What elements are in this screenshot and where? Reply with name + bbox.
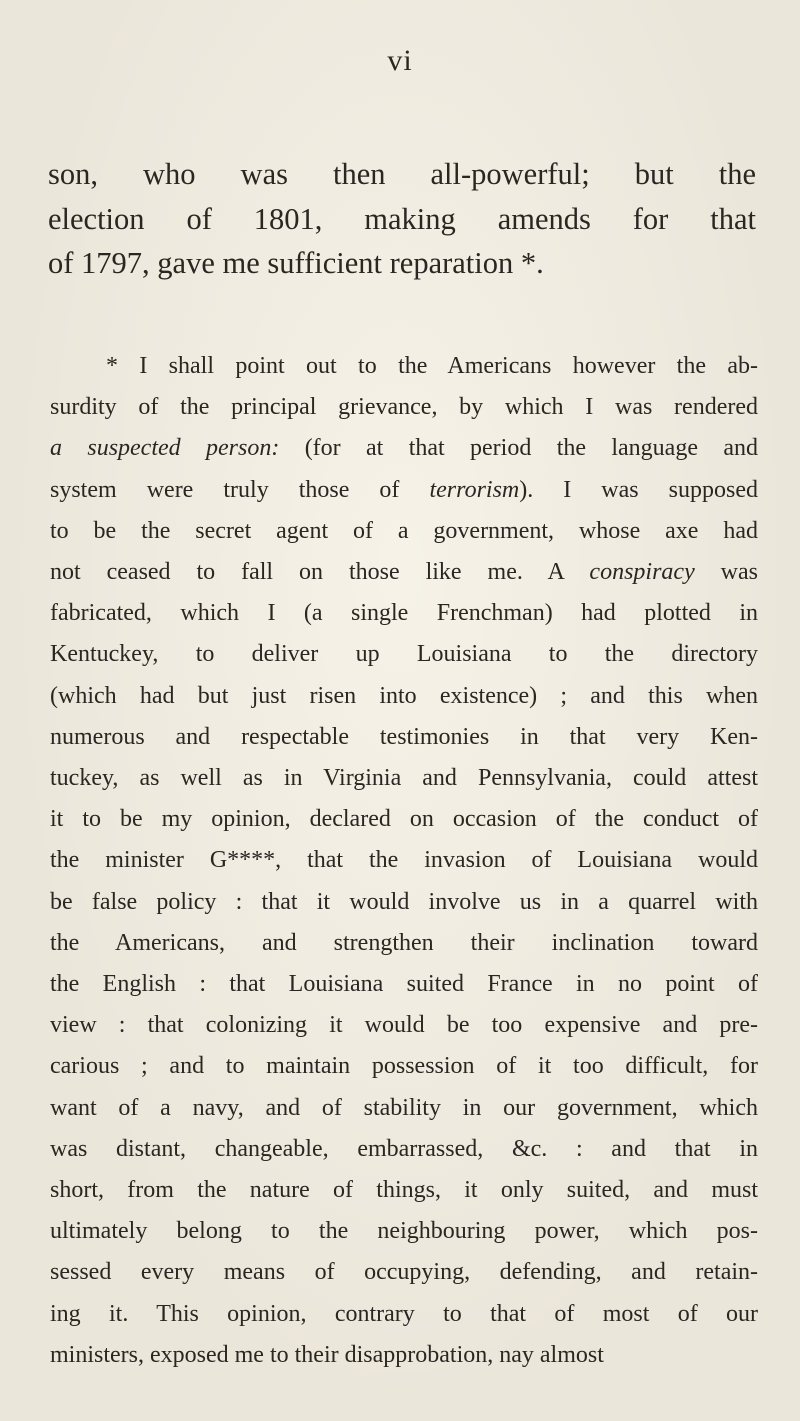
footnote-line — [50, 1005, 758, 1046]
footnote-line — [50, 1335, 758, 1376]
footnote-line — [50, 470, 758, 511]
footnote-text: ultimately belong to the neighbouring power, which pos- — [50, 1218, 758, 1245]
footnote-line — [50, 923, 758, 964]
footnote-line — [50, 676, 758, 717]
footnote-line — [50, 1088, 758, 1129]
footnote-line — [50, 840, 758, 881]
footnote-line — [50, 387, 758, 428]
footnote-text: short, from the nature of things, it only suited, and must — [50, 1177, 758, 1204]
footnote-italic-text: conspiracy — [589, 559, 695, 586]
footnote-text: ing it. This opinion, contrary to that of most of our — [50, 1300, 758, 1327]
footnote-line — [50, 428, 758, 469]
footnote-text: (for at that period the language and — [279, 435, 758, 462]
footnote-italic-text: terrorism — [429, 476, 520, 503]
main-text-line: election of 1801, making amends for that — [48, 201, 756, 236]
main-text-line: son, who was then all-powerful; but the — [48, 157, 756, 191]
footnote-text: the English : that Louisiana suited France in no point of — [50, 971, 758, 998]
footnote-text: surdity of the principal grievance, by which I was rendered — [50, 394, 758, 421]
footnote-line — [50, 799, 758, 840]
footnote-italic-text: a suspected person: — [50, 435, 280, 462]
footnote-text: (which had but just risen into existence) ; and this when — [50, 682, 758, 709]
page-number: vi — [387, 44, 413, 77]
footnote-text: * I shall point out to the Americans however the ab- — [106, 353, 758, 379]
footnote-line — [50, 1252, 758, 1293]
footnote-text: not ceased to fall on those like me. A — [50, 559, 590, 586]
footnote-line — [50, 758, 758, 799]
footnote-line — [50, 511, 758, 552]
footnote-line — [50, 552, 758, 593]
footnote-line — [50, 1046, 758, 1087]
footnote-text: sessed every means of occupying, defending, and retain- — [50, 1259, 758, 1286]
footnote-line — [50, 717, 758, 758]
footnote-text: the Americans, and strengthen their inclination toward — [50, 929, 758, 956]
footnote-text: it to be my opinion, declared on occasion of the conduct of — [50, 806, 758, 833]
footnote-line — [50, 964, 758, 1005]
footnote-text: the minister G****, that the invasion of Louisiana would — [50, 847, 758, 874]
footnote-line — [50, 1129, 758, 1170]
footnote-text: view : that colonizing it would be too expensive and pre- — [50, 1012, 758, 1039]
footnote-line — [50, 593, 758, 634]
footnote-line — [50, 1170, 758, 1211]
footnote-text: was — [694, 559, 759, 586]
footnote-text: want of a navy, and of stability in our government, which — [50, 1094, 758, 1121]
footnote-line — [50, 346, 758, 387]
footnote-line — [50, 1211, 758, 1252]
footnote-line — [50, 1294, 758, 1335]
footnote-text: tuckey, as well as in Virginia and Pennsylvania, could attest — [50, 765, 758, 792]
footnote-text: system were truly those of — [50, 476, 430, 503]
footnote-text: be false policy : that it would involve us in a quarrel with — [50, 888, 758, 915]
main-text-line: of 1797, gave me sufficient reparation *. — [48, 246, 544, 280]
footnote-text: numerous and respectable testimonies in that very Ken- — [50, 723, 758, 750]
footnote-text: fabricated, which I (a single Frenchman) had plotted in — [50, 600, 758, 627]
footnote-text: ). I was supposed — [519, 476, 758, 503]
footnote-text: Kentuckey, to deliver up Louisiana to the directory — [50, 641, 758, 668]
footnote-text: carious ; and to maintain possession of it too difficult, for — [50, 1053, 758, 1080]
footnote-line — [50, 882, 758, 923]
main-paragraph — [48, 152, 756, 286]
footnote-text: was distant, changeable, embarrassed, &c. : and that in — [50, 1135, 758, 1162]
footnote — [50, 346, 758, 1376]
footnote-line — [50, 634, 758, 675]
footnote-text: to be the secret agent of a government, whose axe had — [50, 517, 758, 544]
footnote-text: ministers, exposed me to their disapprobation, nay almost — [50, 1341, 604, 1368]
